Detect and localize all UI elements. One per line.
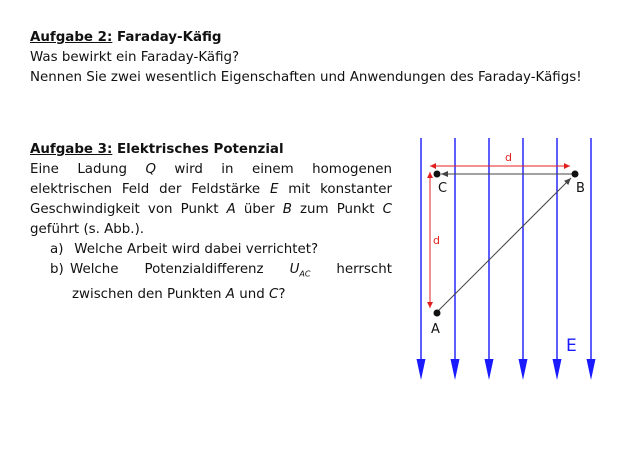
- point-c: [434, 171, 441, 178]
- task3-title: Elektrisches Potenzial: [117, 142, 284, 157]
- point-symbol: B: [282, 202, 292, 217]
- task2-number: Aufgabe 2:: [30, 30, 113, 45]
- point-label-b: B: [576, 181, 585, 196]
- charge-symbol: Q: [145, 162, 156, 177]
- text-fragment: über: [235, 202, 283, 217]
- field-label-e: E: [566, 336, 577, 356]
- text-fragment: mit konstanter: [278, 182, 392, 197]
- voltage-subscript: AC: [299, 269, 311, 279]
- text-fragment: und: [234, 286, 269, 302]
- field-line: [587, 138, 596, 380]
- point-symbol: C: [382, 202, 392, 217]
- task2-title: Faraday-Käfig: [117, 30, 222, 45]
- point-a: [434, 310, 441, 317]
- field-line: [417, 138, 426, 380]
- point-b: [572, 171, 579, 178]
- task3-number: Aufgabe 3:: [30, 142, 113, 157]
- point-label-a: A: [431, 322, 440, 337]
- point-symbol: A: [225, 286, 235, 302]
- text-fragment: wird in einem homogenen: [155, 162, 392, 177]
- dimension-label-top: d: [505, 151, 512, 164]
- point-symbol: C: [268, 286, 279, 302]
- dimension-label-left: d: [433, 234, 440, 247]
- subquestion-label: b): [50, 262, 64, 277]
- subquestion-text: Welche Arbeit wird dabei verrichtet?: [74, 242, 319, 257]
- path-a-to-b: [438, 178, 571, 311]
- task2-question-2: Nennen Sie zwei wesentlich Eigenschaften und Anwendungen des Faraday-Käfigs!: [30, 70, 582, 85]
- voltage-symbol: U: [289, 262, 300, 277]
- task2-question-1: Was bewirkt ein Faraday-Käfig?: [30, 50, 240, 65]
- point-label-c: C: [438, 181, 448, 196]
- text-fragment: Eine Ladung: [30, 162, 146, 177]
- task3-text-line-4: geführt (s. Abb.).: [30, 222, 145, 237]
- text-fragment: herrscht: [310, 262, 392, 277]
- text-fragment: elektrischen Feld der Feldstärke: [30, 182, 270, 197]
- text-fragment: zum Punkt: [291, 202, 383, 217]
- text-fragment: Geschwindigkeit von Punkt: [30, 202, 227, 217]
- text-fragment: zwischen den Punkten: [72, 286, 226, 302]
- point-symbol: A: [226, 202, 236, 217]
- field-symbol: E: [269, 182, 279, 197]
- text-fragment: ?: [278, 286, 286, 302]
- text-fragment: Welche Potenzialdifferenz: [70, 262, 290, 277]
- subquestion-label: a): [50, 242, 64, 257]
